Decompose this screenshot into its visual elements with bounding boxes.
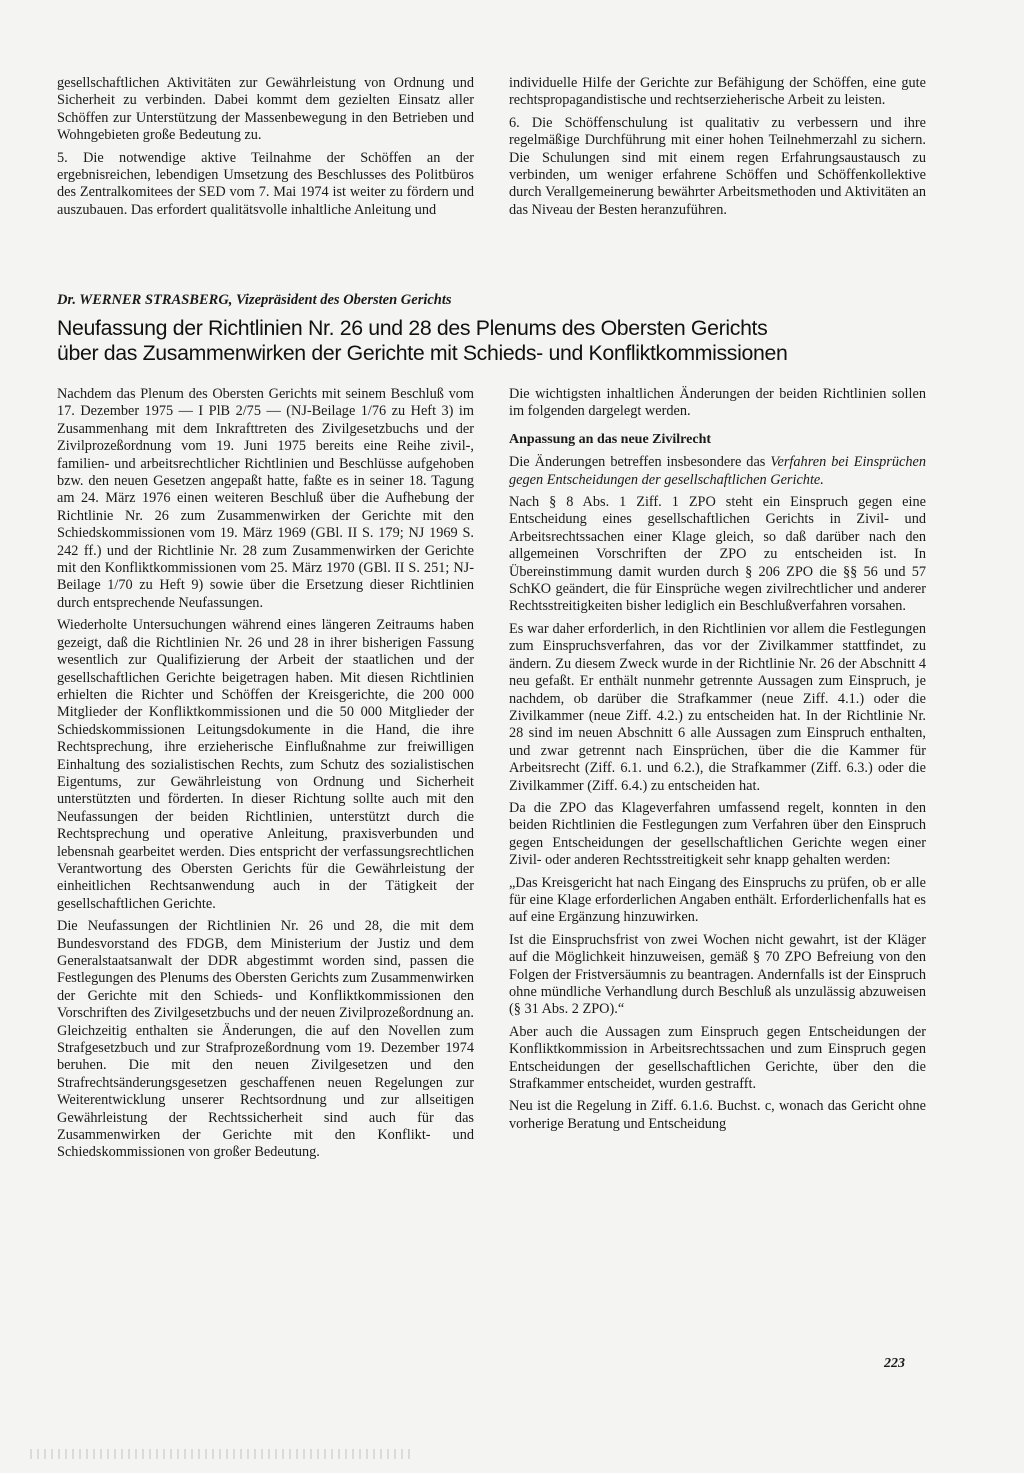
- paragraph: Die wichtigsten inhaltlichen Änderungen der beiden Richtlinien sollen im folgenden dargelegt werden.: [509, 386, 926, 420]
- article-left-column: [57, 386, 474, 1167]
- emphasis-text: Verfahren bei Einsprüchen gegen Entscheidungen der gesellschaftlichen Gerichte.: [509, 454, 926, 488]
- paragraph: Nach § 8 Abs. 1 Ziff. 1 ZPO steht ein Einspruch gegen eine Entscheidung eines gesellschaftlichen Gerichts in Zivil- und Arbeitsrechtssachen einer Klage gleich, so daß darüber nach den allgemeinen Vorschriften der ZPO zu entscheiden ist. In Übereinstimmung damit wurden durch § 206 ZPO die §§ 56 und 57 SchKO geändert, die für Einsprüche wegen zivilrechtlicher und anderer Rechtsstreitigkeiten bisher lediglich ein Beschlußverfahren vorsahen.: [509, 494, 926, 615]
- paragraph: [509, 454, 926, 489]
- scan-artifact: [30, 1449, 410, 1459]
- article-right-column: [509, 386, 926, 1138]
- paragraph: Wiederholte Untersuchungen während eines längeren Zeitraums haben gezeigt, daß die Richtlinien Nr. 26 und 28 in ihrer bisherigen Fassung wesentlich zur Qualifizierung der Arbeit der staatlichen und der gesellschaftlichen Gerichte beigetragen haben. Mit diesen Richtlinien erhielten die Richter und Schöffen der Kreisgerichte, die 200 000 Mitglieder der Konfliktkommissionen und die 50 000 Mitglieder der Schiedskommissionen Leitungsdokumente in die Hand, die ihre Rechtsprechung, ihre erzieherische Einflußnahme zur freiwilligen Einhaltung des sozialistischen Rechts, zum Schutz des sozialistischen Eigentums, zur Gewährleistung von Ordnung und Sicherheit unterstützten und förderten. In dieser Richtung sollte auch mit den Neufassungen der beiden Richtlinien, unterstützt durch die Rechtsprechung und operative Anleitung, praxisverbunden und lebensnah gearbeitet werden. Dies entspricht der verfassungsrechtlichen Verantwortung des Obersten Gerichts für die Gewährleistung der einheitlichen Rechtsanwendung auch in der Tätigkeit der gesellschaftlichen Gerichte.: [57, 617, 474, 912]
- paragraph: 6. Die Schöffenschulung ist qualitativ zu verbessern und ihre regelmäßige Durchführung mit einer hohen Teilnehmerzahl zu sichern. Die Schulungen sind mit einem regen Erfahrungsaustausch zu verbinden, um weniger erfahrene Schöffen und Schöffenkollektive durch Verallgemeinerung bewährter Arbeitsmethoden und Aktivitäten an das Niveau der Besten heranzuführen.: [509, 114, 926, 218]
- paragraph: Da die ZPO das Klageverfahren umfassend regelt, konnten in den beiden Richtlinien die Festlegungen zum Verfahren über den Einspruch gegen Entscheidungen der gesellschaftlichen Gerichte wegen einer Zivil- oder anderen Rechtsstreitigkeit sehr knapp gehalten werden:: [509, 799, 926, 869]
- paragraph: Neu ist die Regelung in Ziff. 6.1.6. Buchst. c, wonach das Gericht ohne vorherige Beratung und Entscheidung: [509, 1098, 926, 1132]
- top-right-column: [509, 75, 926, 224]
- paragraph: Die Neufassungen der Richtlinien Nr. 26 und 28, die mit dem Bundesvorstand des FDGB, dem Ministerium der Justiz und dem Generalstaatsanwalt der DDR abgestimmt worden sind, passen die Festlegungen des Plenums des Obersten Gerichts zum Zusammenwirken der Gerichte mit den Schieds- und Konfliktkommissionen den Vorschriften des Zivilgesetzbuchs und der neuen Zivilprozeßordnung an. Gleichzeitig enthalten sie Änderungen, die auf den Novellen zum Strafgesetzbuch und zur Strafprozeßordnung vom 19. Dezember 1974 beruhen. Die mit den neuen Zivilgesetzen und den Strafrechtsänderungsgesetzen geschaffenen neuen Regelungen zur Weiterentwicklung unserer Rechtsordnung und zur allseitigen Gewährleistung der Rechtssicherheit sind auch für das Zusammenwirken der Gerichte mit den Konflikt- und Schiedskommissionen von großer Bedeutung.: [57, 918, 474, 1161]
- paragraph: individuelle Hilfe der Gerichte zur Befähigung der Schöffen, eine gute rechtspropagandistische und rechtserzieherische Arbeit zu leisten.: [509, 75, 926, 109]
- paragraph: Aber auch die Aussagen zum Einspruch gegen Entscheidungen der Konfliktkommission in Arbeitsrechtssachen und zum Einspruch gegen Entscheidungen der gesellschaftlichen Gerichte, über den die Strafkammer entscheidet, wurden gestrafft.: [509, 1023, 926, 1093]
- text-run: Die Änderungen betreffen insbesondere das: [509, 454, 771, 471]
- paragraph: Ist die Einspruchsfrist von zwei Wochen nicht gewahrt, ist der Kläger auf die Möglichkeit hinzuweisen, gemäß § 70 ZPO Befreiung von den Folgen der Fristversäumnis zu beantragen. Andernfalls ist der Einspruch ohne mündliche Verhandlung durch Beschluß als unzulässig abzuweisen (§ 31 Abs. 2 ZPO).“: [509, 931, 926, 1018]
- title-line: Neufassung der Richtlinien Nr. 26 und 28 des Plenums des Obersten Gerichts: [57, 316, 768, 340]
- top-left-column: [57, 75, 474, 224]
- title-line: über das Zusammenwirken der Gerichte mit Schieds- und Konfliktkommissionen: [57, 341, 788, 365]
- paragraph: gesellschaftlichen Aktivitäten zur Gewährleistung von Ordnung und Sicherheit zu verbinden. Dabei kommt dem gezielten Einsatz aller Schöffen zur Unterstützung der Massenbewegung in den Betrieben und Wohngebieten große Bedeutung zu.: [57, 75, 474, 144]
- article-title: [57, 316, 937, 366]
- page-number: 223: [884, 1356, 905, 1371]
- quote-paragraph: „Das Kreisgericht hat nach Eingang des Einspruchs zu prüfen, ob er alle für eine Klage erforderlichen Angaben enthält. Erforderlichenfalls hat es auf eine Ergänzung hinzuwirken.: [509, 874, 926, 926]
- article-author: Dr. WERNER STRASBERG, Vizepräsident des Obersten Gerichts: [57, 292, 452, 308]
- paragraph: Es war daher erforderlich, in den Richtlinien vor allem die Festlegungen zum Einspruchsverfahren, das vor der Zivilkammer stattfindet, zu ändern. Zu diesem Zweck wurde in der Richtlinie Nr. 26 der Abschnitt 4 neu gefaßt. Er enthält nunmehr getrennte Aussagen zum Einspruch, je nachdem, ob darüber die Strafkammer (neue Ziff. 4.1.) oder die Zivilkammer (neue Ziff. 4.2.) zu entscheiden hat. In der Richtlinie Nr. 28 sind im neuen Abschnitt 6 alle Aussagen zum Einspruch enthalten, und zwar getrennt nach Einsprüchen, über die die Kammer für Arbeitsrecht (Ziff. 6.1. und 6.2.), die Strafkammer (Ziff. 6.3.) oder die Zivilkammer (Ziff. 6.4.) zu entscheiden hat.: [509, 620, 926, 794]
- paragraph: Nachdem das Plenum des Obersten Gerichts mit seinem Beschluß vom 17. Dezember 1975 — I PlB 2/75 — (NJ-Beilage 1/76 zu Heft 3) im Zusammenhang mit dem Inkrafttreten des Zivilgesetzbuchs und der Zivilprozeßordnung vom 19. Juni 1975 bereits eine Reihe zivil-, familien- und arbeitsrechtlicher Richtlinien und Beschlüsse aufgehoben bzw. den neuen Gesetzen angepaßt hatte, faßte es in seiner 18. Tagung am 24. März 1976 einen weiteren Beschluß über die Aufhebung der Richtlinie Nr. 26 zum Zusammenwirken der Gerichte mit den Schiedskommissionen vom 19. März 1969 (GBl. II S. 179; NJ 1969 S. 242 ff.) und der Richtlinie Nr. 28 zum Zusammenwirken der Gerichte mit den Konfliktkommissionen vom 25. März 1970 (GBl. II S. 251; NJ-Beilage 1/70 zu Heft 9) sowie über die Ersetzung dieser Richtlinien durch entsprechende Neufassungen.: [57, 386, 474, 611]
- paragraph: 5. Die notwendige aktive Teilnahme der Schöffen an der ergebnisreichen, lebendigen Umsetzung des Beschlusses des Politbüros des Zentralkomitees der SED vom 7. Mai 1974 ist weiter zu fördern und auszubauen. Das erfordert qualitätsvolle inhaltliche Anleitung und: [57, 149, 474, 218]
- section-heading: Anpassung an das neue Zivilrecht: [509, 431, 712, 447]
